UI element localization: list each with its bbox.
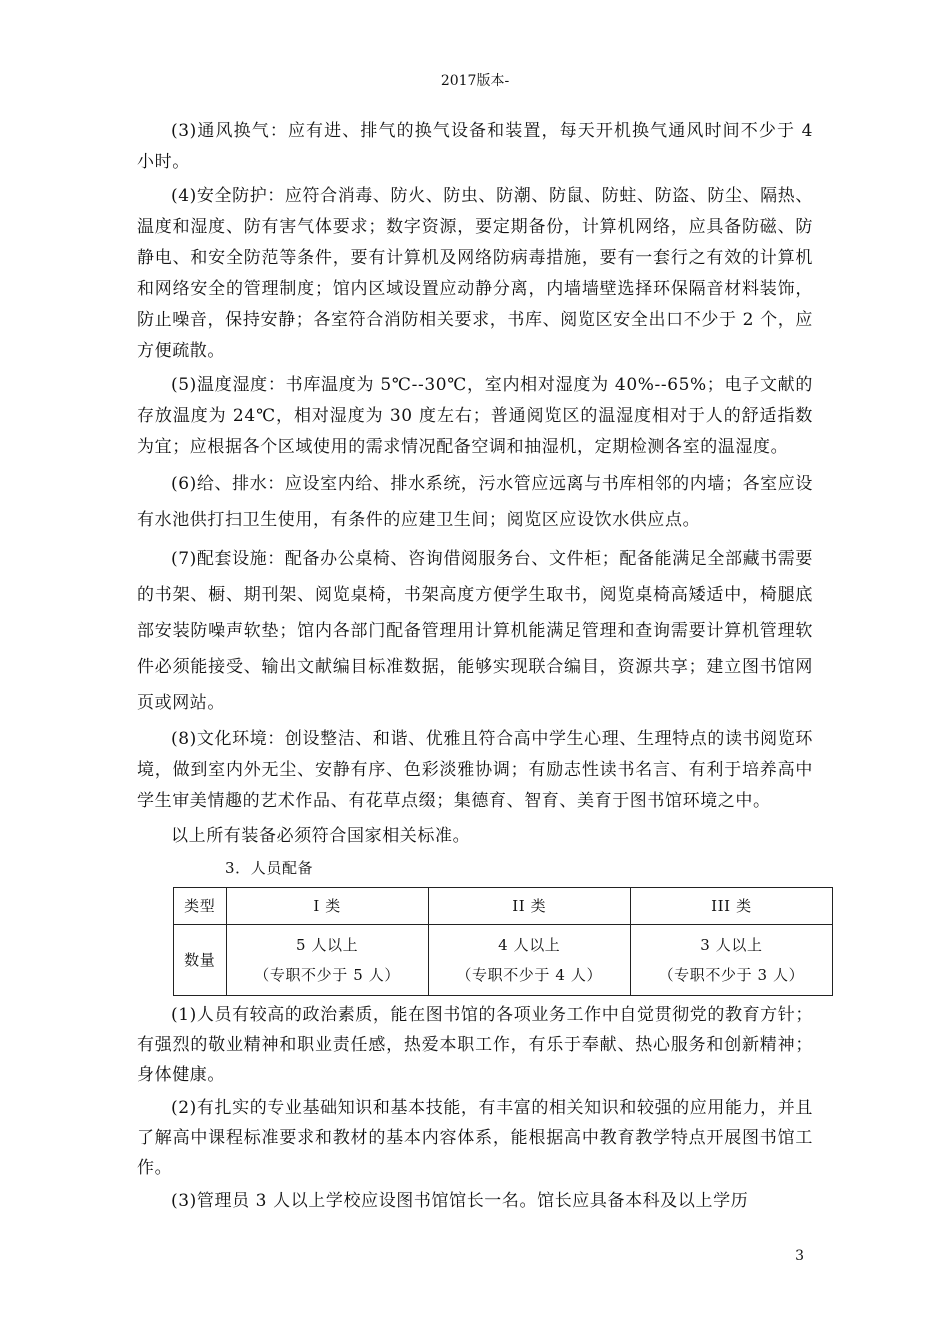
paragraph-facilities: (7)配套设施：配备办公桌椅、咨询借阅服务台、文件柜；配备能满足全部藏书需要的书架、橱、期刊架、阅览桌椅，书架高度方便学生取书，阅览桌椅高矮适中，椅腿底部安装防噪声软垫；馆内各部门配备管理用计算机能满足管理和查询需要计算机管理软件必须能接受、输出文献编目标准数据，能够实现联合编目，资源共享；建立图书馆网页或网站。 (137, 549, 813, 713)
cell-main-text: 5 人以上 (295, 936, 359, 954)
section-title-staffing: 3．人员配备 (225, 859, 314, 877)
document-body (137, 116, 813, 1219)
table-cell (630, 925, 832, 996)
paragraph-requirement-2: (2)有扎实的专业基础知识和基本技能，有丰富的相关知识和较强的应用能力，并且了解高中课程标准要求和教材的基本内容体系，能根据高中教育教学特点开展图书馆工作。 (137, 1098, 813, 1178)
page-header: 2017版本- (440, 73, 510, 89)
table-row-label: 数量 (174, 925, 227, 996)
table-row (174, 925, 833, 996)
cell-main-text: 4 人以上 (498, 936, 561, 954)
paragraph-requirement-3: (3)管理员 3 人以上学校应设图书馆馆长一名。馆长应具备本科及以上学历 (171, 1191, 749, 1211)
staffing-table (173, 887, 833, 996)
cell-sub-text: （专职不少于 4 人） (456, 966, 603, 984)
paragraph-requirement-1: (1)人员有较高的政治素质，能在图书馆的各项业务工作中自觉贯彻党的教育方针；有强烈的敬业精神和职业责任感，热爱本职工作，有乐于奉献、热心服务和创新精神；身体健康。 (137, 1005, 813, 1085)
table-header-cell: II 类 (428, 888, 630, 925)
table-cell (226, 925, 428, 996)
paragraph-standards: 以上所有装备必须符合国家相关标准。 (171, 826, 471, 846)
table-header-cell: III 类 (630, 888, 832, 925)
table-header-row (174, 888, 833, 925)
paragraph-ventilation: (3)通风换气：应有进、排气的换气设备和装置，每天开机换气通风时间不少于 4 小时。 (137, 121, 813, 172)
paragraph-safety: (4)安全防护：应符合消毒、防火、防虫、防潮、防鼠、防蛀、防盗、防尘、隔热、温度和湿度、防有害气体要求；数字资源，要定期备份，计算机网络，应具备防磁、防静电、和安全防范等条件，要有计算机及网络防病毒措施，要有一套行之有效的计算机和网络安全的管理制度；馆内区域设置应动静分离，内墙墙壁选择环保隔音材料装饰，防止噪音，保持安静；各室符合消防相关要求，书库、阅览区安全出口不少于 2 个，应方便疏散。 (137, 186, 813, 361)
table-header-cell: 类型 (174, 888, 227, 925)
page-number: 3 (795, 1248, 804, 1264)
table-cell (428, 925, 630, 996)
table-header-cell: I 类 (226, 888, 428, 925)
paragraph-water: (6)给、排水：应设室内给、排水系统，污水管应远离与书库相邻的内墙；各室应设有水池供打扫卫生使用，有条件的应建卫生间；阅览区应设饮水供应点。 (137, 474, 813, 530)
paragraph-temperature: (5)温度湿度：书库温度为 5℃--30℃，室内相对湿度为 40%--65%；电子文献的存放温度为 24℃，相对湿度为 30 度左右；普通阅览区的温湿度相对于人的舒适指数为宜；应根据各个区域使用的需求情况配备空调和抽湿机，定期检测各室的温湿度。 (137, 375, 813, 457)
paragraph-culture: (8)文化环境：创设整洁、和谐、优雅且符合高中学生心理、生理特点的读书阅览环境，做到室内外无尘、安静有序、色彩淡雅协调；有励志性读书名言、有利于培养高中学生审美情趣的艺术作品、有花草点缀；集德育、智育、美育于图书馆环境之中。 (137, 729, 813, 811)
staff-requirements (137, 1000, 813, 1216)
cell-sub-text: （专职不少于 5 人） (254, 966, 400, 984)
cell-main-text: 3 人以上 (700, 936, 763, 954)
cell-sub-text: （专职不少于 3 人） (658, 966, 805, 984)
